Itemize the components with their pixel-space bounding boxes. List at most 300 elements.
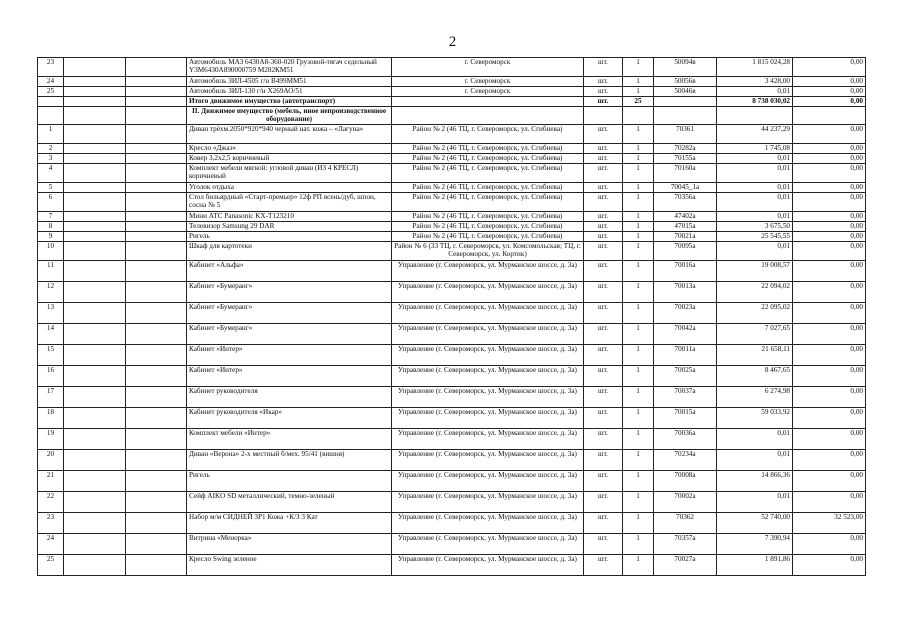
book-value: 0,01 <box>717 212 793 222</box>
table-row <box>38 212 866 222</box>
item-quantity: 1 <box>623 193 654 212</box>
table-row <box>38 429 866 450</box>
table-row <box>38 164 866 183</box>
residual-value: 0,00 <box>793 87 866 97</box>
item-name: Шкаф для картотеки <box>187 242 392 261</box>
blank-cell <box>126 97 187 107</box>
blank-cell <box>126 450 187 471</box>
table-row <box>38 193 866 212</box>
item-quantity: 1 <box>623 492 654 513</box>
row-number: 4 <box>38 164 64 183</box>
book-value: 0,01 <box>717 164 793 183</box>
row-number: 23 <box>38 513 64 534</box>
item-quantity: 1 <box>623 58 654 77</box>
item-unit: шт. <box>584 471 623 492</box>
blank-cell <box>126 232 187 242</box>
row-number: 20 <box>38 450 64 471</box>
item-location: г. Североморск <box>392 87 584 97</box>
blank-cell <box>64 303 126 324</box>
blank-cell <box>126 164 187 183</box>
table-row <box>38 345 866 366</box>
row-number: 19 <box>38 429 64 450</box>
item-quantity <box>623 107 654 125</box>
inventory-number: 70045_1а <box>654 183 717 193</box>
blank-cell <box>64 261 126 282</box>
blank-cell <box>64 555 126 576</box>
residual-value: 0,00 <box>793 242 866 261</box>
row-number: 18 <box>38 408 64 429</box>
book-value: 3 675,50 <box>717 222 793 232</box>
item-quantity: 1 <box>623 555 654 576</box>
book-value: 25 545,55 <box>717 232 793 242</box>
item-unit: шт. <box>584 513 623 534</box>
book-value: 22 095,02 <box>717 303 793 324</box>
blank-cell <box>126 107 187 125</box>
item-location: Район № 2 (46 ТЦ, г. Североморск, ул. Сгибнева) <box>392 212 584 222</box>
inventory-number: 47015а <box>654 222 717 232</box>
inventory-number: 70155а <box>654 154 717 164</box>
residual-value: 0,00 <box>793 183 866 193</box>
inventory-number: 70357а <box>654 534 717 555</box>
item-quantity: 1 <box>623 366 654 387</box>
inventory-number: 70025а <box>654 366 717 387</box>
item-location: Район № 2 (46 ТЦ, г. Североморск, ул. Сгибнева) <box>392 125 584 144</box>
item-location: г. Североморск <box>392 77 584 87</box>
item-location <box>392 97 584 107</box>
item-location: Район № 2 (46 ТЦ, г. Североморск, ул. Сгибнева) <box>392 144 584 154</box>
book-value: 8 738 030,02 <box>717 97 793 107</box>
blank-cell <box>126 125 187 144</box>
book-value: 7 027,65 <box>717 324 793 345</box>
book-value: 1 815 024,28 <box>717 58 793 77</box>
item-unit: шт. <box>584 555 623 576</box>
item-name: Автомобиль ЗИЛ-130 г/н Х269АО/51 <box>187 87 392 97</box>
table-row <box>38 222 866 232</box>
blank-cell <box>126 387 187 408</box>
item-location: Управление (г. Североморск, ул. Мурманское шоссе, д. 3а) <box>392 513 584 534</box>
item-name: Итого движимое имущество (автотранспорт) <box>187 97 392 107</box>
book-value: 1 745,08 <box>717 144 793 154</box>
residual-value: 0,00 <box>793 534 866 555</box>
book-value: 8 467,65 <box>717 366 793 387</box>
table-row <box>38 408 866 429</box>
row-number <box>38 97 64 107</box>
row-number: 21 <box>38 471 64 492</box>
item-name: Набор м/м СИДНЕЙ 3Р1 Кожа +К/З 3 Кат <box>187 513 392 534</box>
book-value: 0,01 <box>717 193 793 212</box>
blank-cell <box>64 366 126 387</box>
residual-value: 0,00 <box>793 345 866 366</box>
blank-cell <box>64 125 126 144</box>
section-header-row <box>38 107 866 125</box>
inventory-number: 70021а <box>654 232 717 242</box>
item-quantity: 1 <box>623 345 654 366</box>
book-value: 0,01 <box>717 183 793 193</box>
item-location <box>392 107 584 125</box>
item-name: II. Движимое имущество (мебель, иное непроизводственное оборудование) <box>187 107 392 125</box>
item-location: Район № 2 (46 ТЦ, г. Североморск, ул. Сгибнева) <box>392 222 584 232</box>
inventory-table <box>37 57 866 576</box>
residual-value: 0,00 <box>793 366 866 387</box>
table-row <box>38 58 866 77</box>
item-name: Комплект мебели «Интер» <box>187 429 392 450</box>
inventory-number: 70008а <box>654 471 717 492</box>
blank-cell <box>126 58 187 77</box>
item-location: Управление (г. Североморск, ул. Мурманское шоссе, д. 3а) <box>392 492 584 513</box>
item-unit: шт. <box>584 87 623 97</box>
residual-value: 0,00 <box>793 77 866 87</box>
residual-value: 0,00 <box>793 154 866 164</box>
item-quantity: 1 <box>623 164 654 183</box>
table-row <box>38 154 866 164</box>
item-quantity: 1 <box>623 282 654 303</box>
row-number: 24 <box>38 77 64 87</box>
item-unit: шт. <box>584 450 623 471</box>
row-number: 11 <box>38 261 64 282</box>
item-quantity: 1 <box>623 183 654 193</box>
item-name: Сейф AIKO SD металлический, темно-зеленый <box>187 492 392 513</box>
item-quantity: 1 <box>623 303 654 324</box>
blank-cell <box>64 492 126 513</box>
blank-cell <box>126 492 187 513</box>
blank-cell <box>64 534 126 555</box>
row-number: 24 <box>38 534 64 555</box>
item-unit: шт. <box>584 97 623 107</box>
item-name: Автомобиль ЗИЛ-4505 г/н В499ММ51 <box>187 77 392 87</box>
residual-value: 0,00 <box>793 164 866 183</box>
item-location: Управление (г. Североморск, ул. Мурманское шоссе, д. 3а) <box>392 555 584 576</box>
book-value: 3 428,00 <box>717 77 793 87</box>
residual-value: 0,00 <box>793 408 866 429</box>
table-row <box>38 77 866 87</box>
book-value: 0,01 <box>717 154 793 164</box>
book-value: 0,01 <box>717 87 793 97</box>
item-unit: шт. <box>584 534 623 555</box>
item-unit: шт. <box>584 366 623 387</box>
book-value: 14 866,36 <box>717 471 793 492</box>
table-row <box>38 471 866 492</box>
inventory-number: 70011а <box>654 345 717 366</box>
item-quantity: 1 <box>623 77 654 87</box>
blank-cell <box>126 193 187 212</box>
inventory-number: 70361 <box>654 125 717 144</box>
residual-value: 0,00 <box>793 387 866 408</box>
item-unit: шт. <box>584 303 623 324</box>
blank-cell <box>126 366 187 387</box>
residual-value: 0,00 <box>793 212 866 222</box>
residual-value: 0,00 <box>793 58 866 77</box>
residual-value: 0,00 <box>793 471 866 492</box>
book-value: 7 390,94 <box>717 534 793 555</box>
item-unit: шт. <box>584 183 623 193</box>
table-row <box>38 534 866 555</box>
table-row <box>38 282 866 303</box>
inventory-number: 70023а <box>654 303 717 324</box>
inventory-number: 70362 <box>654 513 717 534</box>
item-unit: шт. <box>584 154 623 164</box>
item-name: Кресло «Джаз» <box>187 144 392 154</box>
row-number: 9 <box>38 232 64 242</box>
item-name: Кабинет «Интер» <box>187 366 392 387</box>
row-number: 12 <box>38 282 64 303</box>
item-location: Управление (г. Североморск, ул. Мурманское шоссе, д. 3а) <box>392 303 584 324</box>
item-location: Управление (г. Североморск, ул. Мурманское шоссе, д. 3а) <box>392 408 584 429</box>
blank-cell <box>126 408 187 429</box>
blank-cell <box>64 408 126 429</box>
blank-cell <box>126 222 187 232</box>
inventory-number: 70095а <box>654 242 717 261</box>
item-location: Управление (г. Североморск, ул. Мурманское шоссе, д. 3а) <box>392 471 584 492</box>
inventory-number: 70016а <box>654 261 717 282</box>
residual-value: 0,00 <box>793 450 866 471</box>
blank-cell <box>126 282 187 303</box>
inventory-number <box>654 107 717 125</box>
residual-value: 0,00 <box>793 282 866 303</box>
residual-value: 0,00 <box>793 429 866 450</box>
blank-cell <box>64 450 126 471</box>
row-number: 25 <box>38 555 64 576</box>
row-number: 10 <box>38 242 64 261</box>
table-row <box>38 450 866 471</box>
item-name: Уголок отдыха <box>187 183 392 193</box>
item-quantity: 1 <box>623 387 654 408</box>
blank-cell <box>126 471 187 492</box>
item-unit: шт. <box>584 282 623 303</box>
item-quantity: 1 <box>623 125 654 144</box>
row-number: 15 <box>38 345 64 366</box>
item-quantity: 25 <box>623 97 654 107</box>
blank-cell <box>126 303 187 324</box>
item-quantity: 1 <box>623 408 654 429</box>
inventory-number: 70282а <box>654 144 717 154</box>
book-value: 21 658,11 <box>717 345 793 366</box>
item-name: Кресло Swing зеленое <box>187 555 392 576</box>
item-quantity: 1 <box>623 450 654 471</box>
item-name: Кабинет «Интер» <box>187 345 392 366</box>
blank-cell <box>64 154 126 164</box>
residual-value <box>793 107 866 125</box>
blank-cell <box>126 144 187 154</box>
row-number: 8 <box>38 222 64 232</box>
item-unit: шт. <box>584 324 623 345</box>
table-row <box>38 492 866 513</box>
blank-cell <box>64 387 126 408</box>
table-row <box>38 366 866 387</box>
item-location: г. Североморск <box>392 58 584 77</box>
blank-cell <box>64 282 126 303</box>
book-value: 22 094,02 <box>717 282 793 303</box>
blank-cell <box>64 97 126 107</box>
item-name: Диван трёхм.2050*920*940 черный нат. кожа – «Лагуна» <box>187 125 392 144</box>
page-number: 2 <box>448 34 457 50</box>
item-quantity: 1 <box>623 261 654 282</box>
blank-cell <box>126 212 187 222</box>
book-value: 44 237,29 <box>717 125 793 144</box>
blank-cell <box>126 242 187 261</box>
blank-cell <box>64 144 126 154</box>
row-number: 5 <box>38 183 64 193</box>
item-location: Район № 2 (46 ТЦ, г. Североморск, ул. Сгибнева) <box>392 193 584 212</box>
blank-cell <box>64 324 126 345</box>
table-row <box>38 87 866 97</box>
table-row <box>38 242 866 261</box>
item-location: Район № 6 (33 ТЦ, г. Североморск, ул. Комсомольская; ТЦ, г. Североморск, ул. Кортик) <box>392 242 584 261</box>
item-unit: шт. <box>584 212 623 222</box>
item-name: Мини АТС Panasonic KX-T123210 <box>187 212 392 222</box>
table-body <box>38 58 866 576</box>
blank-cell <box>126 429 187 450</box>
inventory-number <box>654 97 717 107</box>
item-location: Управление (г. Североморск, ул. Мурманское шоссе, д. 3а) <box>392 261 584 282</box>
table-row <box>38 125 866 144</box>
item-unit: шт. <box>584 232 623 242</box>
blank-cell <box>64 429 126 450</box>
table-row <box>38 513 866 534</box>
item-unit: шт. <box>584 345 623 366</box>
item-location: Управление (г. Североморск, ул. Мурманское шоссе, д. 3а) <box>392 534 584 555</box>
row-number: 25 <box>38 87 64 97</box>
item-unit: шт. <box>584 408 623 429</box>
item-unit: шт. <box>584 387 623 408</box>
item-name: Стол бильярдный «Старт-премьер» 12ф РП ясень/дуб, шпон, сосна № 5 <box>187 193 392 212</box>
table-row <box>38 261 866 282</box>
table-row <box>38 183 866 193</box>
blank-cell <box>126 513 187 534</box>
blank-cell <box>126 345 187 366</box>
table-row <box>38 303 866 324</box>
item-unit: шт. <box>584 492 623 513</box>
row-number: 2 <box>38 144 64 154</box>
blank-cell <box>64 193 126 212</box>
item-location: Управление (г. Североморск, ул. Мурманское шоссе, д. 3а) <box>392 366 584 387</box>
item-unit: шт. <box>584 164 623 183</box>
row-number <box>38 107 64 125</box>
row-number: 16 <box>38 366 64 387</box>
table-row <box>38 555 866 576</box>
blank-cell <box>126 183 187 193</box>
item-location: Управление (г. Североморск, ул. Мурманское шоссе, д. 3а) <box>392 450 584 471</box>
item-location: Район № 2 (46 ТЦ, г. Североморск, ул. Сгибнева) <box>392 232 584 242</box>
item-quantity: 1 <box>623 144 654 154</box>
residual-value: 0,00 <box>793 193 866 212</box>
residual-value: 0,00 <box>793 222 866 232</box>
blank-cell <box>126 534 187 555</box>
blank-cell <box>64 107 126 125</box>
item-name: Автомобиль МАЗ 6430А8-360-020 Грузовой-тягач седельный Y3M6430A890000759 М282КМ51 <box>187 58 392 77</box>
row-number: 13 <box>38 303 64 324</box>
blank-cell <box>126 154 187 164</box>
item-unit: шт. <box>584 242 623 261</box>
item-location: Район № 2 (46 ТЦ, г. Североморск, ул. Сгибнева) <box>392 164 584 183</box>
item-quantity: 1 <box>623 429 654 450</box>
row-number: 7 <box>38 212 64 222</box>
inventory-number: 50094в <box>654 58 717 77</box>
blank-cell <box>64 164 126 183</box>
blank-cell <box>64 222 126 232</box>
item-quantity: 1 <box>623 154 654 164</box>
book-value: 1 891,86 <box>717 555 793 576</box>
inventory-number: 70037а <box>654 387 717 408</box>
item-quantity: 1 <box>623 242 654 261</box>
blank-cell <box>126 77 187 87</box>
item-quantity: 1 <box>623 324 654 345</box>
total-row <box>38 97 866 107</box>
blank-cell <box>64 513 126 534</box>
inventory-number: 70036а <box>654 429 717 450</box>
item-quantity: 1 <box>623 212 654 222</box>
row-number: 22 <box>38 492 64 513</box>
inventory-number: 70160а <box>654 164 717 183</box>
residual-value: 0,00 <box>793 144 866 154</box>
blank-cell <box>64 345 126 366</box>
blank-cell <box>64 242 126 261</box>
residual-value: 32 523,00 <box>793 513 866 534</box>
table-row <box>38 324 866 345</box>
item-name: Диван «Верона» 2-х местный б/мех. 95/41 (вишня) <box>187 450 392 471</box>
inventory-number: 50046в <box>654 87 717 97</box>
item-location: Управление (г. Североморск, ул. Мурманское шоссе, д. 3а) <box>392 282 584 303</box>
item-unit: шт. <box>584 222 623 232</box>
inventory-number: 50056в <box>654 77 717 87</box>
inventory-number: 70013а <box>654 282 717 303</box>
item-location: Управление (г. Североморск, ул. Мурманское шоссе, д. 3а) <box>392 324 584 345</box>
blank-cell <box>64 471 126 492</box>
item-name: Ригель <box>187 232 392 242</box>
inventory-number: 70356а <box>654 193 717 212</box>
item-name: Ковер 3,2х2,5 коричневый <box>187 154 392 164</box>
table-row <box>38 144 866 154</box>
item-unit: шт. <box>584 58 623 77</box>
blank-cell <box>64 232 126 242</box>
residual-value: 0,00 <box>793 303 866 324</box>
inventory-number: 70015а <box>654 408 717 429</box>
residual-value: 0,00 <box>793 261 866 282</box>
row-number: 1 <box>38 125 64 144</box>
item-name: Витрина «Менорка» <box>187 534 392 555</box>
row-number: 6 <box>38 193 64 212</box>
residual-value: 0,00 <box>793 555 866 576</box>
blank-cell <box>126 324 187 345</box>
book-value: 0,01 <box>717 429 793 450</box>
inventory-number: 70234а <box>654 450 717 471</box>
table-row <box>38 387 866 408</box>
table-row <box>38 232 866 242</box>
item-unit: шт. <box>584 144 623 154</box>
item-name: Кабинет «Бумеранг» <box>187 324 392 345</box>
book-value: 52 740,00 <box>717 513 793 534</box>
book-value: 0,01 <box>717 242 793 261</box>
item-quantity: 1 <box>623 222 654 232</box>
item-quantity: 1 <box>623 471 654 492</box>
blank-cell <box>64 58 126 77</box>
book-value: 0,01 <box>717 450 793 471</box>
item-unit: шт. <box>584 429 623 450</box>
item-unit: шт. <box>584 77 623 87</box>
item-quantity: 1 <box>623 513 654 534</box>
book-value <box>717 107 793 125</box>
item-location: Управление (г. Североморск, ул. Мурманское шоссе, д. 3а) <box>392 387 584 408</box>
item-unit <box>584 107 623 125</box>
row-number: 23 <box>38 58 64 77</box>
row-number: 3 <box>38 154 64 164</box>
blank-cell <box>126 87 187 97</box>
blank-cell <box>64 212 126 222</box>
blank-cell <box>126 261 187 282</box>
item-name: Комплект мебели мягкой: угловой диван (ИЗ 4 КРЕСЛ) коричневый <box>187 164 392 183</box>
residual-value: 0,00 <box>793 125 866 144</box>
residual-value: 0,00 <box>793 97 866 107</box>
item-name: Ригель <box>187 471 392 492</box>
